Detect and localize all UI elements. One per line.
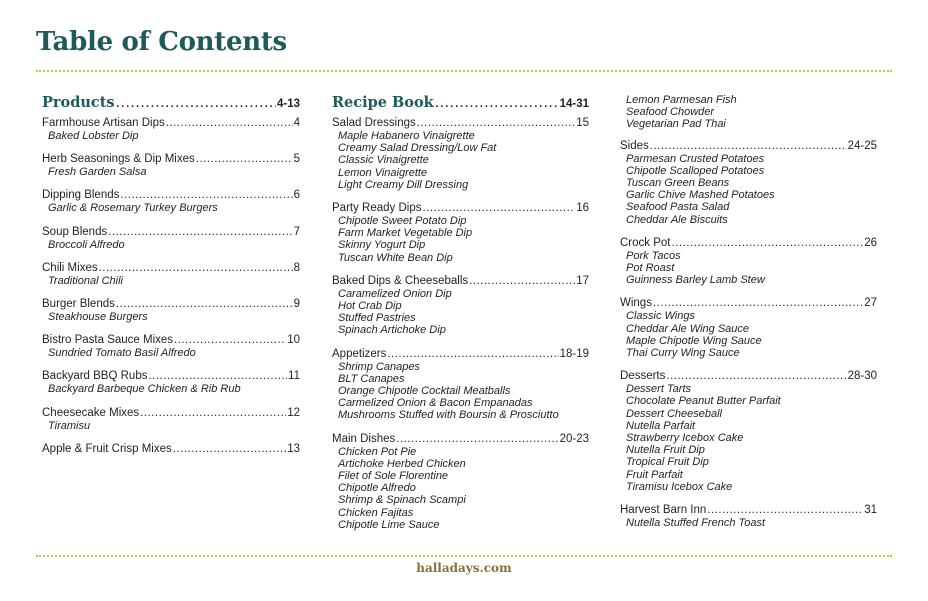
recipe-item: Classic Vinaigrette (338, 154, 429, 167)
entry-page-number: 24-25 (847, 139, 877, 152)
toc-entry-bistro-pasta-sauce-mixes[interactable] (42, 334, 300, 347)
recipe-item: Seafood Chowder (626, 106, 715, 119)
toc-entry-herb-seasonings-dip-mixes[interactable] (42, 153, 300, 166)
entry-name: Apple & Fruit Crisp Mixes (42, 442, 172, 455)
dot-leader (99, 262, 293, 275)
recipe-item: Nutella Parfait (626, 419, 696, 432)
entry-name: Herb Seasonings & Dip Mixes (42, 153, 195, 166)
dot-leader (707, 504, 863, 517)
recipe-item: Seafood Pasta Salad (626, 201, 730, 214)
dot-leader (120, 189, 292, 202)
recipe-item: Creamy Salad Dressing/Low Fat (338, 142, 497, 155)
recipe-item: Shrimp & Spinach Scampi (338, 494, 466, 507)
dot-leader (387, 348, 558, 361)
entry-page-number: 26 (864, 236, 877, 249)
recipe-item: Light Creamy Dill Dressing (338, 178, 469, 191)
entry-name: Baked Dips & Cheeseballs (332, 274, 469, 287)
recipe-item: Artichoke Herbed Chicken (338, 457, 466, 470)
entry-page-number: 15 (576, 117, 589, 129)
recipe-item: Steakhouse Burgers (48, 311, 148, 324)
recipe-item: Carmelized Onion & Bacon Empanadas (338, 397, 533, 410)
toc-entry-soup-blends[interactable] (42, 226, 300, 239)
entry-page-number: 5 (293, 153, 300, 166)
recipe-item: Lemon Vinaigrette (338, 166, 428, 179)
dot-leader (653, 297, 863, 310)
recipe-item: Pork Tacos (626, 249, 681, 262)
footer-website-link[interactable]: halladays.com (416, 561, 512, 575)
recipe-item: Strawberry Icebox Cake (626, 432, 744, 445)
toc-entry-burger-blends[interactable] (42, 298, 300, 311)
dot-leader (148, 370, 287, 383)
recipe-item: Thai Curry Wing Sauce (626, 347, 740, 360)
entry-name: Party Ready Dips (332, 202, 422, 215)
recipe-item: Parmesan Crusted Potatoes (626, 152, 765, 165)
recipe-item: Chicken Pot Pie (338, 445, 417, 458)
toc-entry-harvest-barn-inn[interactable] (620, 504, 877, 517)
entry-page-number: 13 (287, 442, 300, 455)
recipe-item: Filet of Sole Florentine (338, 470, 449, 483)
recipe-item: Dessert Cheeseball (626, 407, 722, 420)
dot-leader (396, 433, 558, 446)
recipe-item: Dessert Tarts (626, 383, 692, 396)
toc-entry-wings[interactable] (620, 297, 877, 310)
recipe-item: Skinny Yogurt Dip (338, 239, 426, 252)
recipe-item: Orange Chipotle Cocktail Meatballs (338, 385, 511, 398)
toc-entry-farmhouse-artisan-dips[interactable] (42, 117, 300, 130)
entry-page-number: 27 (864, 297, 877, 310)
toc-entry-crock-pot[interactable] (620, 237, 877, 250)
recipe-item: Stuffed Pastries (338, 312, 416, 325)
recipe-item: Pot Roast (626, 262, 675, 275)
section-heading-name: Products (42, 94, 115, 111)
entry-page-number: 28-30 (847, 370, 877, 383)
recipe-item: Maple Habanero Vinaigrette (338, 130, 475, 142)
page-title: Table of Contents (36, 27, 287, 57)
dot-leader (196, 153, 293, 166)
entry-page-number: 10 (287, 334, 300, 347)
continued-recipe-list (620, 94, 877, 131)
recipe-item: Fresh Garden Salsa (48, 166, 147, 179)
entry-name: Cheesecake Mixes (42, 406, 140, 419)
dot-leader (469, 275, 575, 288)
recipe-item: Nutella Stuffed French Toast (626, 517, 766, 530)
entry-page-number: 17 (576, 274, 589, 287)
toc-entry-backyard-bbq-rubs[interactable] (42, 370, 300, 383)
recipe-item: Farm Market Vegetable Dip (338, 227, 473, 240)
entry-page-number: 31 (864, 504, 877, 517)
section-heading-products[interactable] (42, 94, 300, 112)
column-products (42, 94, 300, 456)
toc-entry-apple-fruit-crisp-mixes[interactable] (42, 443, 300, 456)
entry-name: Salad Dressings (332, 117, 416, 129)
toc-entry-sides[interactable] (620, 140, 877, 153)
entry-name: Sides (620, 139, 649, 152)
column-recipe-book-continued (620, 94, 877, 529)
toc-entry-party-ready-dips[interactable] (332, 202, 589, 215)
entry-name: Farmhouse Artisan Dips (42, 117, 165, 129)
recipe-item: Cheddar Ale Biscuits (626, 213, 728, 226)
entry-page-number: 7 (293, 225, 300, 238)
recipe-item: Chipotle Scalloped Potatoes (626, 164, 765, 177)
recipe-item: Backyard Barbeque Chicken & Rib Rub (48, 383, 241, 396)
recipe-item: Chocolate Peanut Butter Parfait (626, 395, 781, 408)
entry-page-number: 11 (288, 370, 300, 383)
dot-leader (108, 226, 292, 239)
toc-entry-dipping-blends[interactable] (42, 189, 300, 202)
entry-page-number: 18-19 (559, 347, 589, 360)
dot-leader (672, 237, 864, 250)
toc-entry-desserts[interactable] (620, 370, 877, 383)
recipe-item: Tropical Fruit Dip (626, 456, 709, 469)
entry-name: Soup Blends (42, 225, 108, 238)
recipe-item: Chipotle Sweet Potato Dip (338, 215, 467, 228)
bottom-divider (36, 555, 892, 557)
toc-entry-salad-dressings[interactable] (332, 117, 589, 130)
recipe-item: Chipotle Alfredo (338, 482, 416, 495)
recipe-item: Vegetarian Pad Thai (626, 118, 726, 131)
recipe-item: Chicken Fajitas (338, 506, 414, 519)
recipe-item: Lemon Parmesan Fish (626, 94, 737, 106)
toc-entry-main-dishes[interactable] (332, 433, 589, 446)
recipe-item: Hot Crab Dip (338, 300, 402, 313)
entry-name: Harvest Barn Inn (620, 504, 707, 517)
dot-leader (174, 334, 286, 347)
entry-page-number: 12 (287, 406, 300, 419)
dot-leader (116, 298, 293, 311)
toc-entry-chili-mixes[interactable] (42, 262, 300, 275)
recipe-item: Mushrooms Stuffed with Boursin & Prosciutto (338, 409, 559, 422)
recipe-item: Classic Wings (626, 310, 695, 323)
recipe-item: Fruit Parfait (626, 468, 683, 481)
entry-name: Bistro Pasta Sauce Mixes (42, 334, 174, 347)
entry-name: Backyard BBQ Rubs (42, 370, 148, 383)
toc-entry-baked-dips-cheeseballs[interactable] (332, 275, 589, 288)
entry-page-number: 8 (293, 261, 300, 274)
recipe-item: Cheddar Ale Wing Sauce (626, 322, 750, 335)
entry-page-number: 20-23 (559, 432, 589, 445)
recipe-item: Guinness Barley Lamb Stew (626, 274, 765, 287)
recipe-item: Maple Chipotle Wing Sauce (626, 334, 762, 347)
top-divider (36, 70, 892, 72)
recipe-item: Garlic Chive Mashed Potatoes (626, 189, 775, 202)
entry-page-number: 6 (293, 189, 300, 202)
entry-name: Crock Pot (620, 236, 671, 249)
dot-leader (650, 140, 847, 153)
recipe-item: Caramelized Onion Dip (338, 287, 452, 300)
recipe-item: Traditional Chili (48, 274, 123, 287)
toc-entry-appetizers[interactable] (332, 348, 589, 361)
section-heading-pages: 4-13 (276, 98, 300, 110)
entry-name: Main Dishes (332, 432, 396, 445)
toc-entry-cheesecake-mixes[interactable] (42, 407, 300, 420)
entry-list (42, 117, 300, 456)
recipe-item: BLT Canapes (338, 372, 405, 385)
recipe-item: Chipotle Lime Sauce (338, 518, 440, 531)
recipe-item: Tuscan Green Beans (626, 177, 730, 190)
recipe-item: Tiramisu Icebox Cake (626, 480, 733, 493)
dot-leader (417, 117, 575, 130)
recipe-item: Shrimp Canapes (338, 360, 420, 373)
recipe-item: Garlic & Rosemary Turkey Burgers (48, 202, 218, 215)
dot-leader (116, 94, 276, 112)
dot-leader (435, 94, 559, 112)
dot-leader (422, 202, 575, 215)
recipe-item: Sundried Tomato Basil Alfredo (48, 347, 196, 360)
entry-page-number: 16 (576, 202, 589, 215)
recipe-item: Baked Lobster Dip (48, 130, 139, 142)
entry-name: Appetizers (332, 347, 387, 360)
entry-name: Desserts (620, 370, 666, 383)
dot-leader (140, 407, 286, 420)
column-recipe-book (332, 94, 589, 531)
dot-leader (173, 443, 286, 456)
recipe-item: Spinach Artichoke Dip (338, 324, 446, 337)
recipe-item: Broccoli Alfredo (48, 238, 125, 251)
recipe-item: Tuscan White Bean Dip (338, 251, 453, 264)
entry-name: Wings (620, 297, 652, 310)
entry-name: Burger Blends (42, 298, 115, 311)
section-heading-name: Recipe Book (332, 94, 434, 111)
entry-list (620, 140, 877, 530)
entry-name: Chili Mixes (42, 261, 98, 274)
dot-leader (666, 370, 846, 383)
entry-page-number: 9 (293, 298, 300, 311)
entry-name: Dipping Blends (42, 189, 120, 202)
entry-page-number: 4 (293, 117, 300, 129)
section-heading-pages: 14-31 (559, 98, 589, 110)
dot-leader (166, 117, 293, 130)
entry-list (332, 117, 589, 531)
section-heading-recipe-book[interactable] (332, 94, 589, 112)
recipe-item: Tiramisu (48, 419, 91, 432)
recipe-item: Nutella Fruit Dip (626, 444, 705, 457)
